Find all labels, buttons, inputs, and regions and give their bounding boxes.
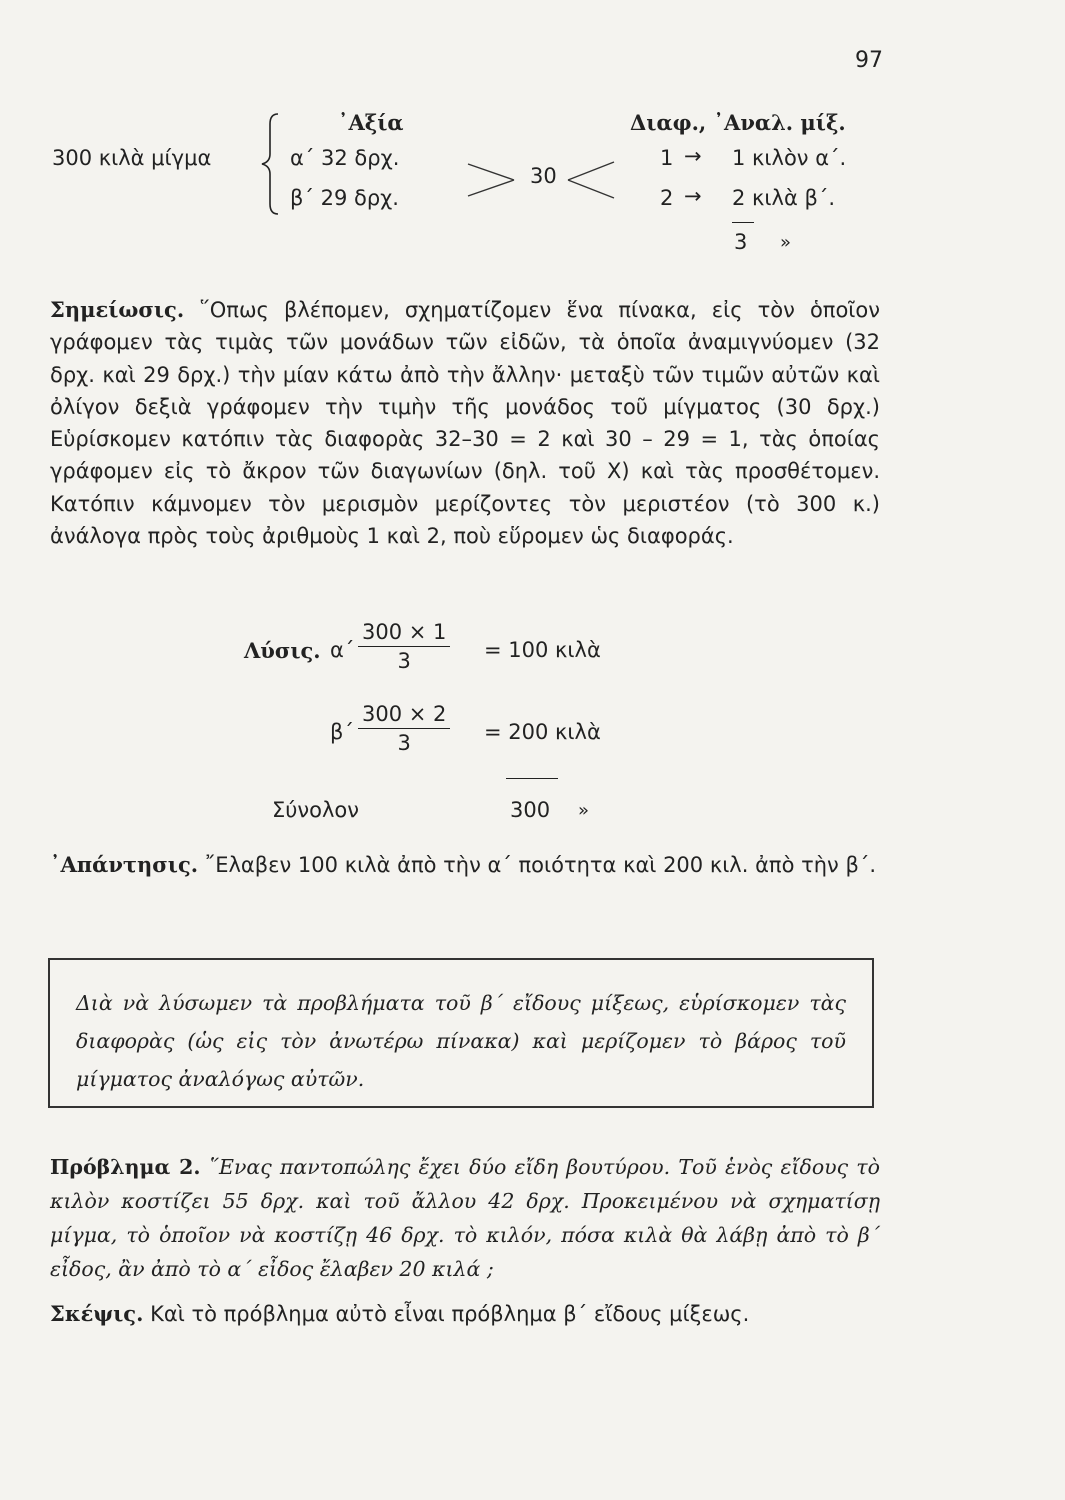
problem-lead: Πρόβλημα 2. xyxy=(50,1155,201,1179)
arrow-right-icon: → xyxy=(684,144,702,168)
result-b: 2 κιλὰ β΄. xyxy=(732,186,836,210)
solution-a-label: α΄ xyxy=(330,638,355,662)
answer-lead: ᾿Απάντησις. xyxy=(50,852,199,877)
fraction-b xyxy=(358,700,450,757)
arrow-right-icon: → xyxy=(684,184,702,208)
think-lead: Σκέψις. xyxy=(50,1301,144,1326)
fraction-a-denominator: 3 xyxy=(397,649,411,673)
think-paragraph xyxy=(50,1298,880,1330)
sum-value: 300 xyxy=(510,798,551,822)
center-value: 30 xyxy=(530,164,557,188)
total-mark: » xyxy=(780,232,792,253)
note-text: ῞Οπως βλέπομεν, σχηματίζομεν ἕνα πίνακα, εἰς τὸν ὁποῖον γράφομεν τὰς τιμὰς τῶν μονάδων τῶν εἰδῶν, τὰ ὁποῖα ἀναμιγνύομεν (32 δρχ. καὶ 29 δρχ.) τὴν μίαν κάτω ἀπὸ τὴν ἄλλην· μεταξὺ τῶν τιμῶν αὐτῶν καὶ ὀλίγον δεξιὰ γράφομεν τὴν τιμὴν τῆς μονάδος τοῦ μίγματος (30 δρχ.) Εὑρίσκομεν κατόπιν τὰς διαφορὰς 32–30 = 2 καὶ 30 – 29 = 1, τὰς ὁποίας γράφομεν εἰς τὸ ἄκρον τῶν διαγωνίων (δηλ. τοῦ Χ) καὶ τὰς προσθέτομεν. Κατόπιν κάμνομεν τὸν μερισμὸν μερίζοντες τὸν μεριστέον (τὸ 300 κ.) ἀνάλογα πρὸς τοὺς ἀριθμοὺς 1 καὶ 2, ποὺ εὕρομεν ὡς διαφοράς. xyxy=(50,298,880,549)
rule-text: Διὰ νὰ λύσωμεν τὰ προβλήματα τοῦ β΄ εἴδους μίξεως, εὑρίσκομεν τὰς διαφορὰς (ὡς εἰς τὸν ἀνωτέρω πίνακα) καὶ μερίζομεν τὸ βάρος τοῦ μίγματος ἀναλόγως αὐτῶν. xyxy=(76,991,846,1091)
answer-text: ῎Ελαβεν 100 κιλὰ ἀπὸ τὴν α΄ ποιότητα καὶ 200 κιλ. ἀπὸ τὴν β΄. xyxy=(204,853,877,877)
sum-mark: » xyxy=(578,800,590,821)
result-a: 1 κιλὸν α΄. xyxy=(732,146,847,170)
fraction-b-denominator: 3 xyxy=(397,731,411,755)
row-b-value: β΄ 29 δρχ. xyxy=(290,186,399,210)
fraction-a-numerator: 300 × 1 xyxy=(358,618,450,647)
solution-lead: Λύσις. xyxy=(244,638,321,663)
think-text: Καὶ τὸ πρόβλημα αὐτὸ εἶναι πρόβλημα β΄ εἴδους μίξεως. xyxy=(150,1302,750,1326)
solution-b-label: β΄ xyxy=(330,720,354,744)
mixture-label: 300 κιλὰ μίγμα xyxy=(52,146,212,170)
solution-a-result: = 100 κιλὰ xyxy=(484,638,601,662)
total-value: 3 xyxy=(734,230,748,254)
fraction-a xyxy=(358,618,450,675)
sum-label: Σύνολον xyxy=(272,798,360,822)
note-lead: Σημείωσις. xyxy=(50,297,185,322)
diff-header: Διαφ., ᾿Αναλ. μίξ. xyxy=(630,110,846,135)
problem-text: ῞Ενας παντοπώλης ἔχει δύο εἴδη βουτύρου. Τοῦ ἑνὸς εἴδους τὸ κιλὸν κοστίζει 55 δρχ. καὶ τοῦ ἄλλου 42 δρχ. Προκειμένου νὰ σχηματίσῃ μίγμα, τὸ ὁποῖον νὰ κοστίζῃ 46 δρχ. τὸ κιλόν, πόσα κιλὰ θὰ λάβῃ ἀπὸ τὸ β΄ εἶδος, ἂν ἀπὸ τὸ α΄ εἶδος ἔλαβεν 20 κιλά ; xyxy=(50,1155,880,1281)
fraction-b-numerator: 300 × 2 xyxy=(358,700,450,729)
problem-paragraph xyxy=(50,1150,880,1286)
note-paragraph xyxy=(50,294,880,552)
answer-paragraph xyxy=(50,848,880,882)
solution-sum-line xyxy=(506,778,558,779)
value-header: ᾿Αξία xyxy=(338,110,404,135)
brace-icon xyxy=(258,112,282,216)
result-a-diff: 1 xyxy=(660,146,674,170)
page-number: 97 xyxy=(855,48,883,73)
solution-b-result: = 200 κιλὰ xyxy=(484,720,601,744)
sum-line xyxy=(732,222,754,223)
row-a-value: α΄ 32 δρχ. xyxy=(290,146,400,170)
result-b-diff: 2 xyxy=(660,186,674,210)
